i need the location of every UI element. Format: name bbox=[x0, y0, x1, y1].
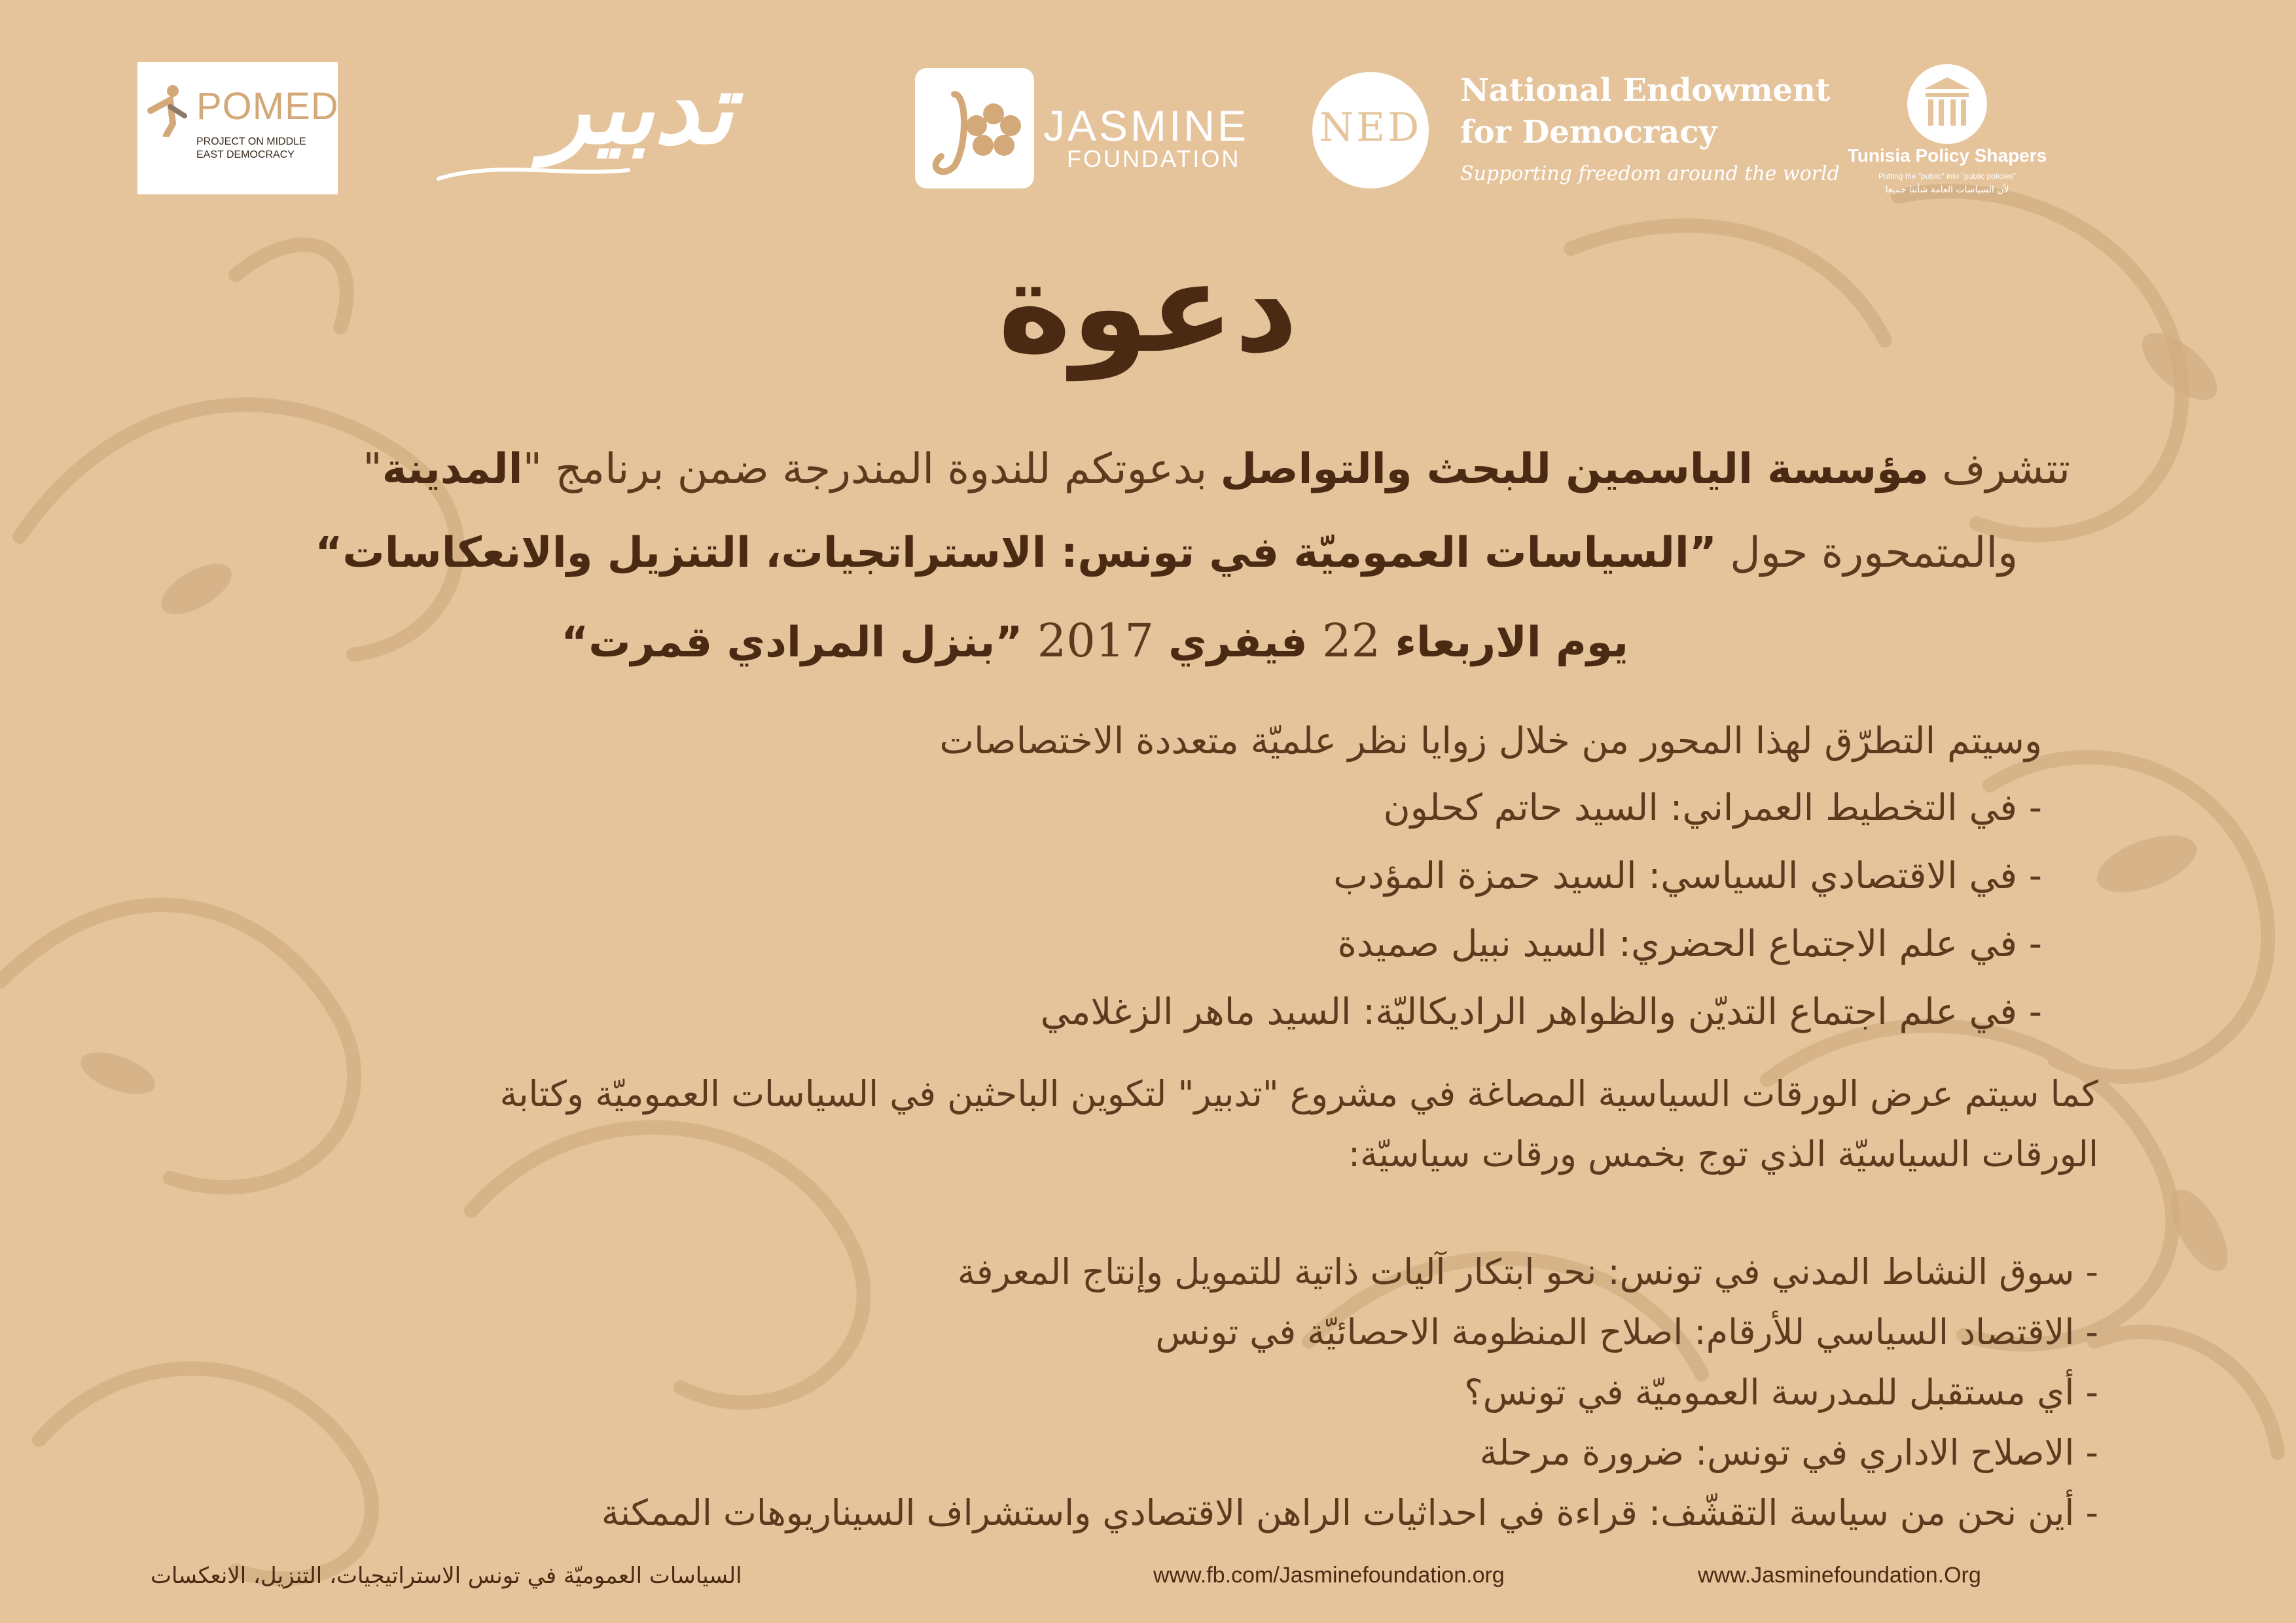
ned-name-line1: National Endowment bbox=[1460, 72, 1831, 109]
intro-line-1 bbox=[363, 445, 2070, 493]
intro-text: " bbox=[363, 445, 382, 493]
ned-tagline: Supporting freedom around the world bbox=[1460, 162, 1840, 185]
intro-text: تتشرف bbox=[1928, 445, 2070, 493]
event-year: 2017 bbox=[1022, 614, 1169, 668]
pomed-subtitle: PROJECT ON MIDDLE EAST DEMOCRACY bbox=[196, 136, 306, 160]
jasmine-name: JASMINE bbox=[1043, 101, 1249, 150]
jasmine-emblem bbox=[915, 68, 1034, 188]
pomed-logo bbox=[137, 62, 338, 194]
seminar-theme: ”السياسات العموميّة في تونس: الاستراتجيات، التنزيل والانعكاسات“ bbox=[315, 529, 1717, 577]
footer-facebook-link[interactable]: www.fb.com/Jasminefoundation.org bbox=[1153, 1563, 1505, 1588]
tadbir-swash-icon bbox=[432, 62, 740, 193]
ned-emblem bbox=[1312, 72, 1429, 188]
tps-tagline: Putting the "public" into "public policies" bbox=[1878, 171, 2016, 181]
tadbir-logo-text: تدبير bbox=[543, 52, 733, 166]
papers-intro-line-2: الورقات السياسيّة الذي توج بخمس ورقات سياسيّة: bbox=[1348, 1133, 2098, 1175]
policy-paper-item: - الاصلاح الاداري في تونس: ضرورة مرحلة bbox=[1479, 1432, 2098, 1473]
page-title: دعوة bbox=[997, 236, 1299, 380]
tps-name: Tunisia Policy Shapers bbox=[1847, 145, 2047, 166]
event-date-day: 22 bbox=[1307, 614, 1395, 668]
tadbir-logo bbox=[432, 52, 740, 193]
tunisia-policy-shapers-logo bbox=[1839, 64, 2055, 205]
footer-website-link[interactable]: www.Jasminefoundation.Org bbox=[1698, 1563, 1981, 1588]
columns-icon bbox=[1907, 64, 1987, 144]
ned-initials: NED bbox=[1319, 105, 1422, 151]
jasmine-foundation-logo bbox=[915, 68, 1249, 192]
discipline-item: - في علم الاجتماع الحضري: السيد نبيل صميدة bbox=[1337, 923, 2042, 965]
intro-line-2 bbox=[315, 529, 2018, 577]
program-name: المدينة bbox=[382, 445, 523, 493]
discipline-item: - في علم اجتماع التديّن والظواهر الراديكاليّة: السيد ماهر الزغلامي bbox=[1040, 991, 2042, 1033]
policy-paper-item: - أين نحن من سياسة التقشّف: قراءة في احداثيات الراهن الاقتصادي واستشراف السيناريوهات الممكنة bbox=[601, 1492, 2098, 1533]
tps-tagline-arabic: لأن السياسات العامة شأننا جميعا bbox=[1885, 185, 2009, 195]
policy-paper-item: - أي مستقبل للمدرسة العموميّة في تونس؟ bbox=[1464, 1372, 2098, 1413]
event-date-venue bbox=[561, 614, 1628, 668]
event-day: يوم الاربعاء bbox=[1395, 618, 1628, 667]
intro-text: بدعوتكم للندوة المندرجة ضمن برنامج " bbox=[522, 445, 1221, 493]
discipline-item: - في التخطيط العمراني: السيد حاتم كحلون bbox=[1383, 787, 2042, 829]
pomed-figure-icon bbox=[144, 84, 190, 137]
footer-theme-text: السياسات العموميّة في تونس الاستراتيجيات، التنزيل، الانعكسات bbox=[151, 1563, 742, 1589]
papers-intro-line-1: كما سيتم عرض الورقات السياسية المصاغة في مشروع "تدبير" لتكوين الباحثين في السياسات العموميّة وكتابة bbox=[499, 1073, 2098, 1115]
policy-paper-item: - الاقتصاد السياسي للأرقام: اصلاح المنظومة الاحصائيّة في تونس bbox=[1155, 1311, 2098, 1353]
tps-emblem bbox=[1907, 64, 1987, 144]
ned-name-line2: for Democracy bbox=[1460, 114, 1717, 151]
event-venue: ”بنزل المرادي قمرت“ bbox=[561, 618, 1023, 667]
pomed-name: POMED bbox=[196, 85, 339, 128]
event-month: فيفري bbox=[1168, 618, 1308, 667]
intro-text: والمتمحورة حول bbox=[1716, 529, 2018, 577]
discipline-item: - في الاقتصادي السياسي: السيد حمزة المؤدب bbox=[1333, 855, 2042, 897]
policy-paper-item: - سوق النشاط المدني في تونس: نحو ابتكار آليات ذاتية للتمويل وإنتاج المعرفة bbox=[957, 1251, 2098, 1293]
jasmine-subtitle: FOUNDATION bbox=[1067, 145, 1241, 172]
disciplines-heading: وسيتم التطرّق لهذا المحور من خلال زوايا نظر علميّة متعددة الاختصاصات bbox=[939, 720, 2042, 762]
jasmine-flower-icon bbox=[915, 68, 1034, 188]
foundation-name: مؤسسة الياسمين للبحث والتواصل bbox=[1220, 445, 1929, 493]
ned-logo bbox=[1312, 72, 1840, 196]
